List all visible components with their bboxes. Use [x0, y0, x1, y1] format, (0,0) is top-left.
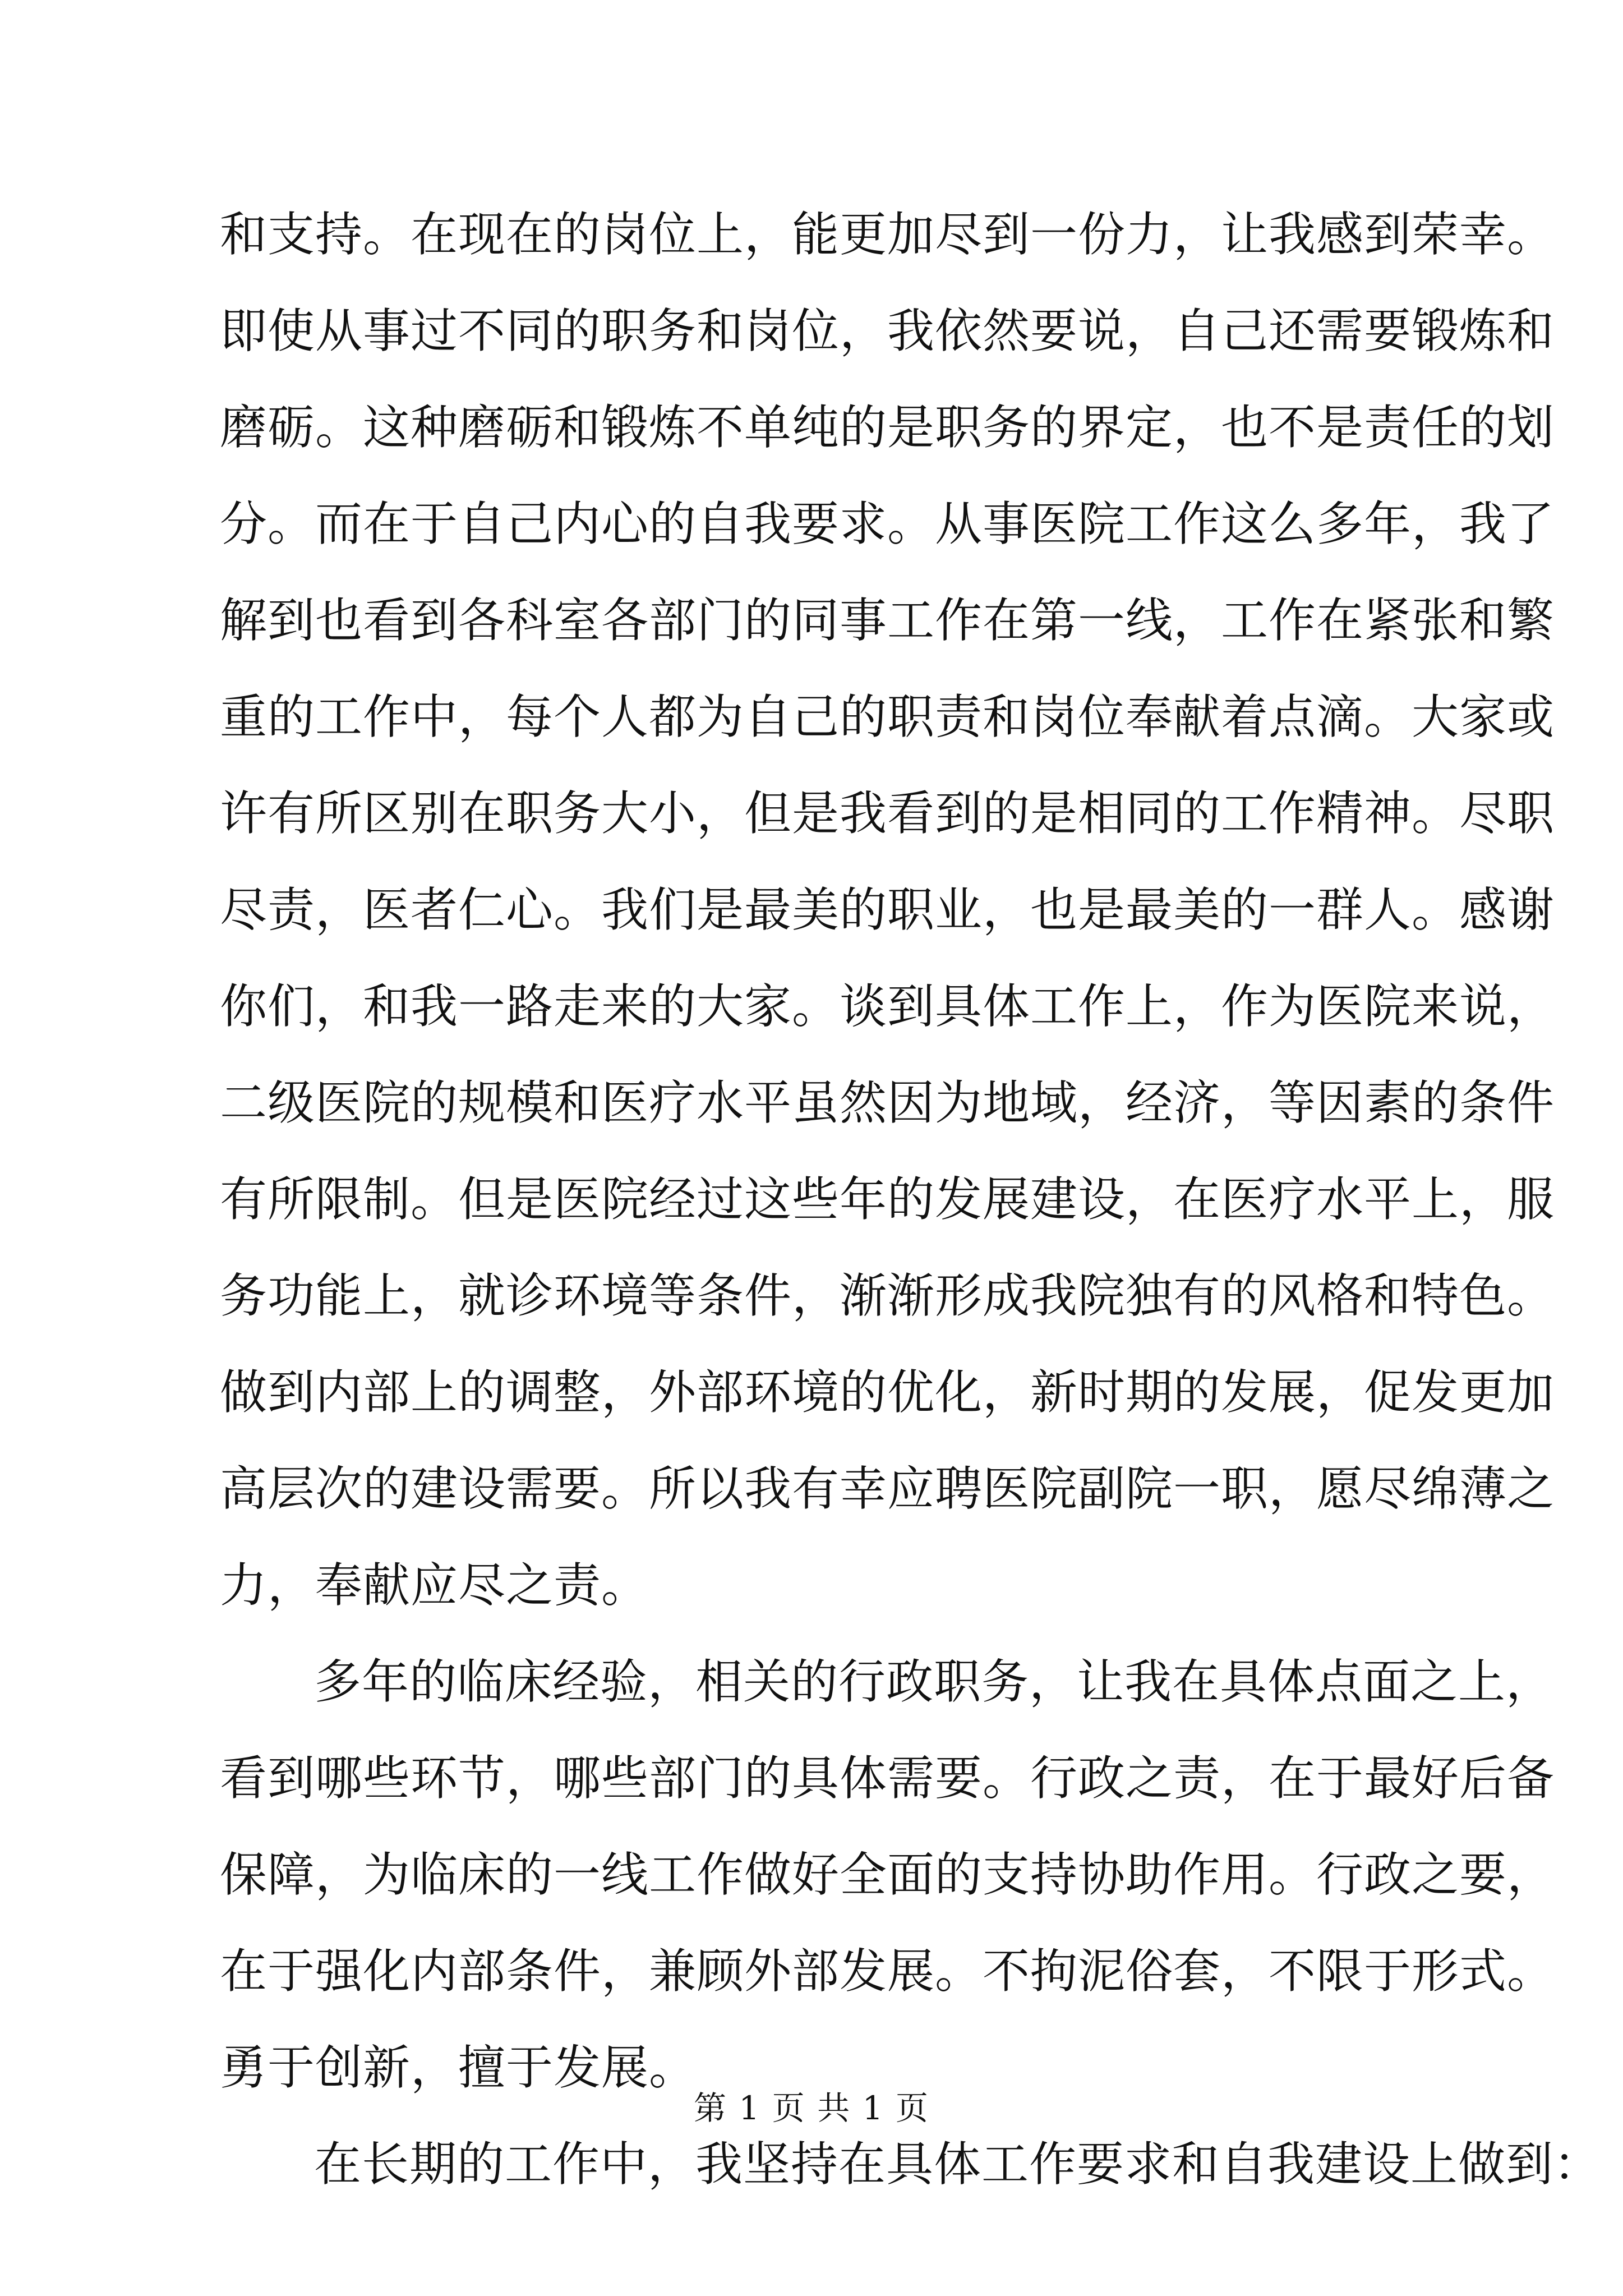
paragraph: [220, 1634, 1555, 2116]
text-line: 尽责，医者仁心。我们是最美的职业，也是最美的一群人。感谢: [220, 882, 1555, 937]
text-line: 在长期的工作中，我坚持在具体工作要求和自我建设上做到：: [314, 2137, 1602, 2192]
text-line: 磨砺。这种磨砺和锻炼不单纯的是职务的界定，也不是责任的划: [220, 400, 1555, 455]
text-line: 二级医院的规模和医疗水平虽然因为地域，经济，等因素的条件: [220, 1075, 1555, 1130]
text-line: 力，奉献应尽之责。: [220, 1558, 649, 1613]
text-line: 有所限制。但是医院经过这些年的发展建设，在医疗水平上，服: [220, 1172, 1555, 1227]
text-line: 即使从事过不同的职务和岗位，我依然要说，自己还需要锻炼和: [220, 303, 1555, 358]
text-line: 多年的临床经验，相关的行政职务，让我在具体点面之上，: [314, 1654, 1554, 1709]
text-line: 高层次的建设需要。所以我有幸应聘医院副院一职，愿尽绵薄之: [220, 1461, 1555, 1516]
text-line: 和支持。在现在的岗位上，能更加尽到一份力，让我感到荣幸。: [220, 207, 1555, 262]
page-footer: 第 1 页 共 1 页: [694, 2089, 929, 2127]
text-line: 许有所区别在职务大小，但是我看到的是相同的工作精神。尽职: [220, 786, 1555, 841]
text-line: 保障，为临床的一线工作做好全面的支持协助作用。行政之要，: [220, 1847, 1555, 1902]
text-line: 看到哪些环节，哪些部门的具体需要。行政之责，在于最好后备: [220, 1751, 1555, 1806]
text-line: 重的工作中，每个人都为自己的职责和岗位奉献着点滴。大家或: [220, 689, 1555, 744]
text-line: 务功能上，就诊环境等条件，渐渐形成我院独有的风格和特色。: [220, 1268, 1555, 1323]
text-line: 你们，和我一路走来的大家。谈到具体工作上，作为医院来说，: [220, 979, 1555, 1034]
body-text: [220, 186, 1602, 2212]
text-line: 分。而在于自己内心的自我要求。从事医院工作这么多年，我了: [220, 496, 1555, 551]
paragraph: [220, 186, 1555, 1634]
text-line: 解到也看到各科室各部门的同事工作在第一线，工作在紧张和繁: [220, 593, 1555, 648]
text-line: 做到内部上的调整，外部环境的优化，新时期的发展，促发更加: [220, 1365, 1555, 1420]
text-line: 在于强化内部条件，兼顾外部发展。不拘泥俗套，不限于形式。: [220, 1944, 1555, 1999]
text-line: 勇于创新，擅于发展。: [220, 2040, 697, 2095]
